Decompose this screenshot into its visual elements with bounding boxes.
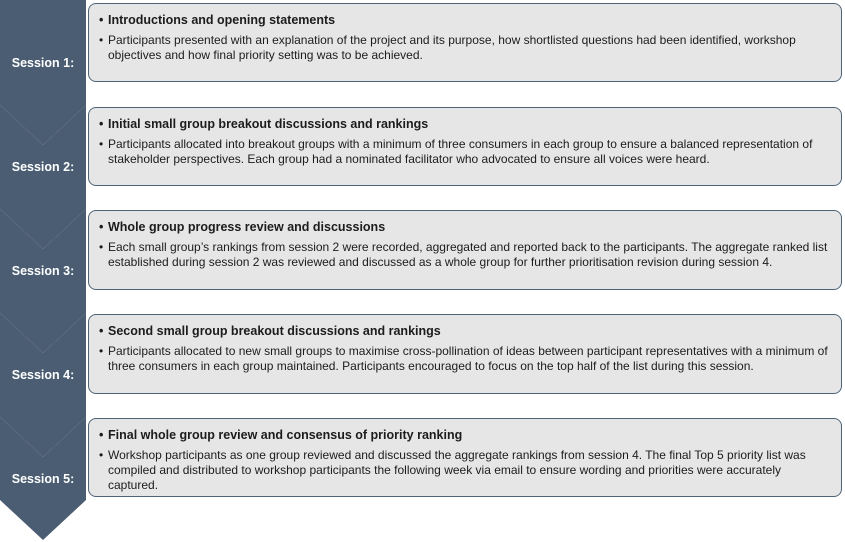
bullet-icon: • <box>99 448 104 462</box>
session-1-label: Session 1: <box>11 56 75 70</box>
session-3-description: Each small group’s rankings from session 2 were recorded, aggregated and reported back to the participants. The aggregate ranked list established during session 2 was reviewed and discussed as a whole group for further prioritisation revision during session 4. <box>108 240 828 269</box>
session-1-box <box>88 3 842 82</box>
bullet-icon: • <box>99 240 104 254</box>
session-5-label: Session 5: <box>11 472 75 486</box>
session-5-box <box>88 418 842 497</box>
session-2-label: Session 2: <box>11 160 75 174</box>
bullet-icon: • <box>99 324 104 338</box>
session-2-description: Participants allocated into breakout groups with a minimum of three consumers in each group to ensure a balanced representation of stakeholder perspectives. Each group had a nominated facilitator who advocated to ensure all voices were heard. <box>108 137 813 166</box>
bullet-icon: • <box>99 220 104 234</box>
bullet-icon: • <box>99 137 104 151</box>
session-4-heading: Second small group breakout discussions and rankings <box>108 324 441 338</box>
bullet-icon: • <box>99 117 104 131</box>
session-1-description: Participants presented with an explanation of the project and its purpose, how shortlisted questions had been identified, workshop objectives and how final priority setting was to be achieved. <box>108 33 796 62</box>
session-3-label: Session 3: <box>11 264 75 278</box>
bullet-icon: • <box>99 428 104 442</box>
session-3-box <box>88 210 842 290</box>
bullet-icon: • <box>99 344 104 358</box>
session-4-description: Participants allocated to new small groups to maximise cross-pollination of ideas between participant representatives with a minimum of three consumers in each group maintained. Participants encouraged to focus on the top half of the list during this session. <box>108 344 828 373</box>
session-3-heading: Whole group progress review and discussions <box>108 220 386 234</box>
bullet-icon: • <box>99 33 104 47</box>
session-2-box <box>88 107 842 186</box>
session-5-heading: Final whole group review and consensus of priority ranking <box>108 428 463 442</box>
session-2-heading: Initial small group breakout discussions and rankings <box>108 117 429 131</box>
session-1-heading: Introductions and opening statements <box>108 13 336 27</box>
session-5-description: Workshop participants as one group reviewed and discussed the aggregate rankings from session 4. The final Top 5 priority list was compiled and distributed to workshop participants the following week via email to ensure wording and priorities were accurately captured. <box>108 448 806 492</box>
session-4-label: Session 4: <box>11 368 75 382</box>
bullet-icon: • <box>99 13 104 27</box>
session-4-box <box>88 314 842 394</box>
